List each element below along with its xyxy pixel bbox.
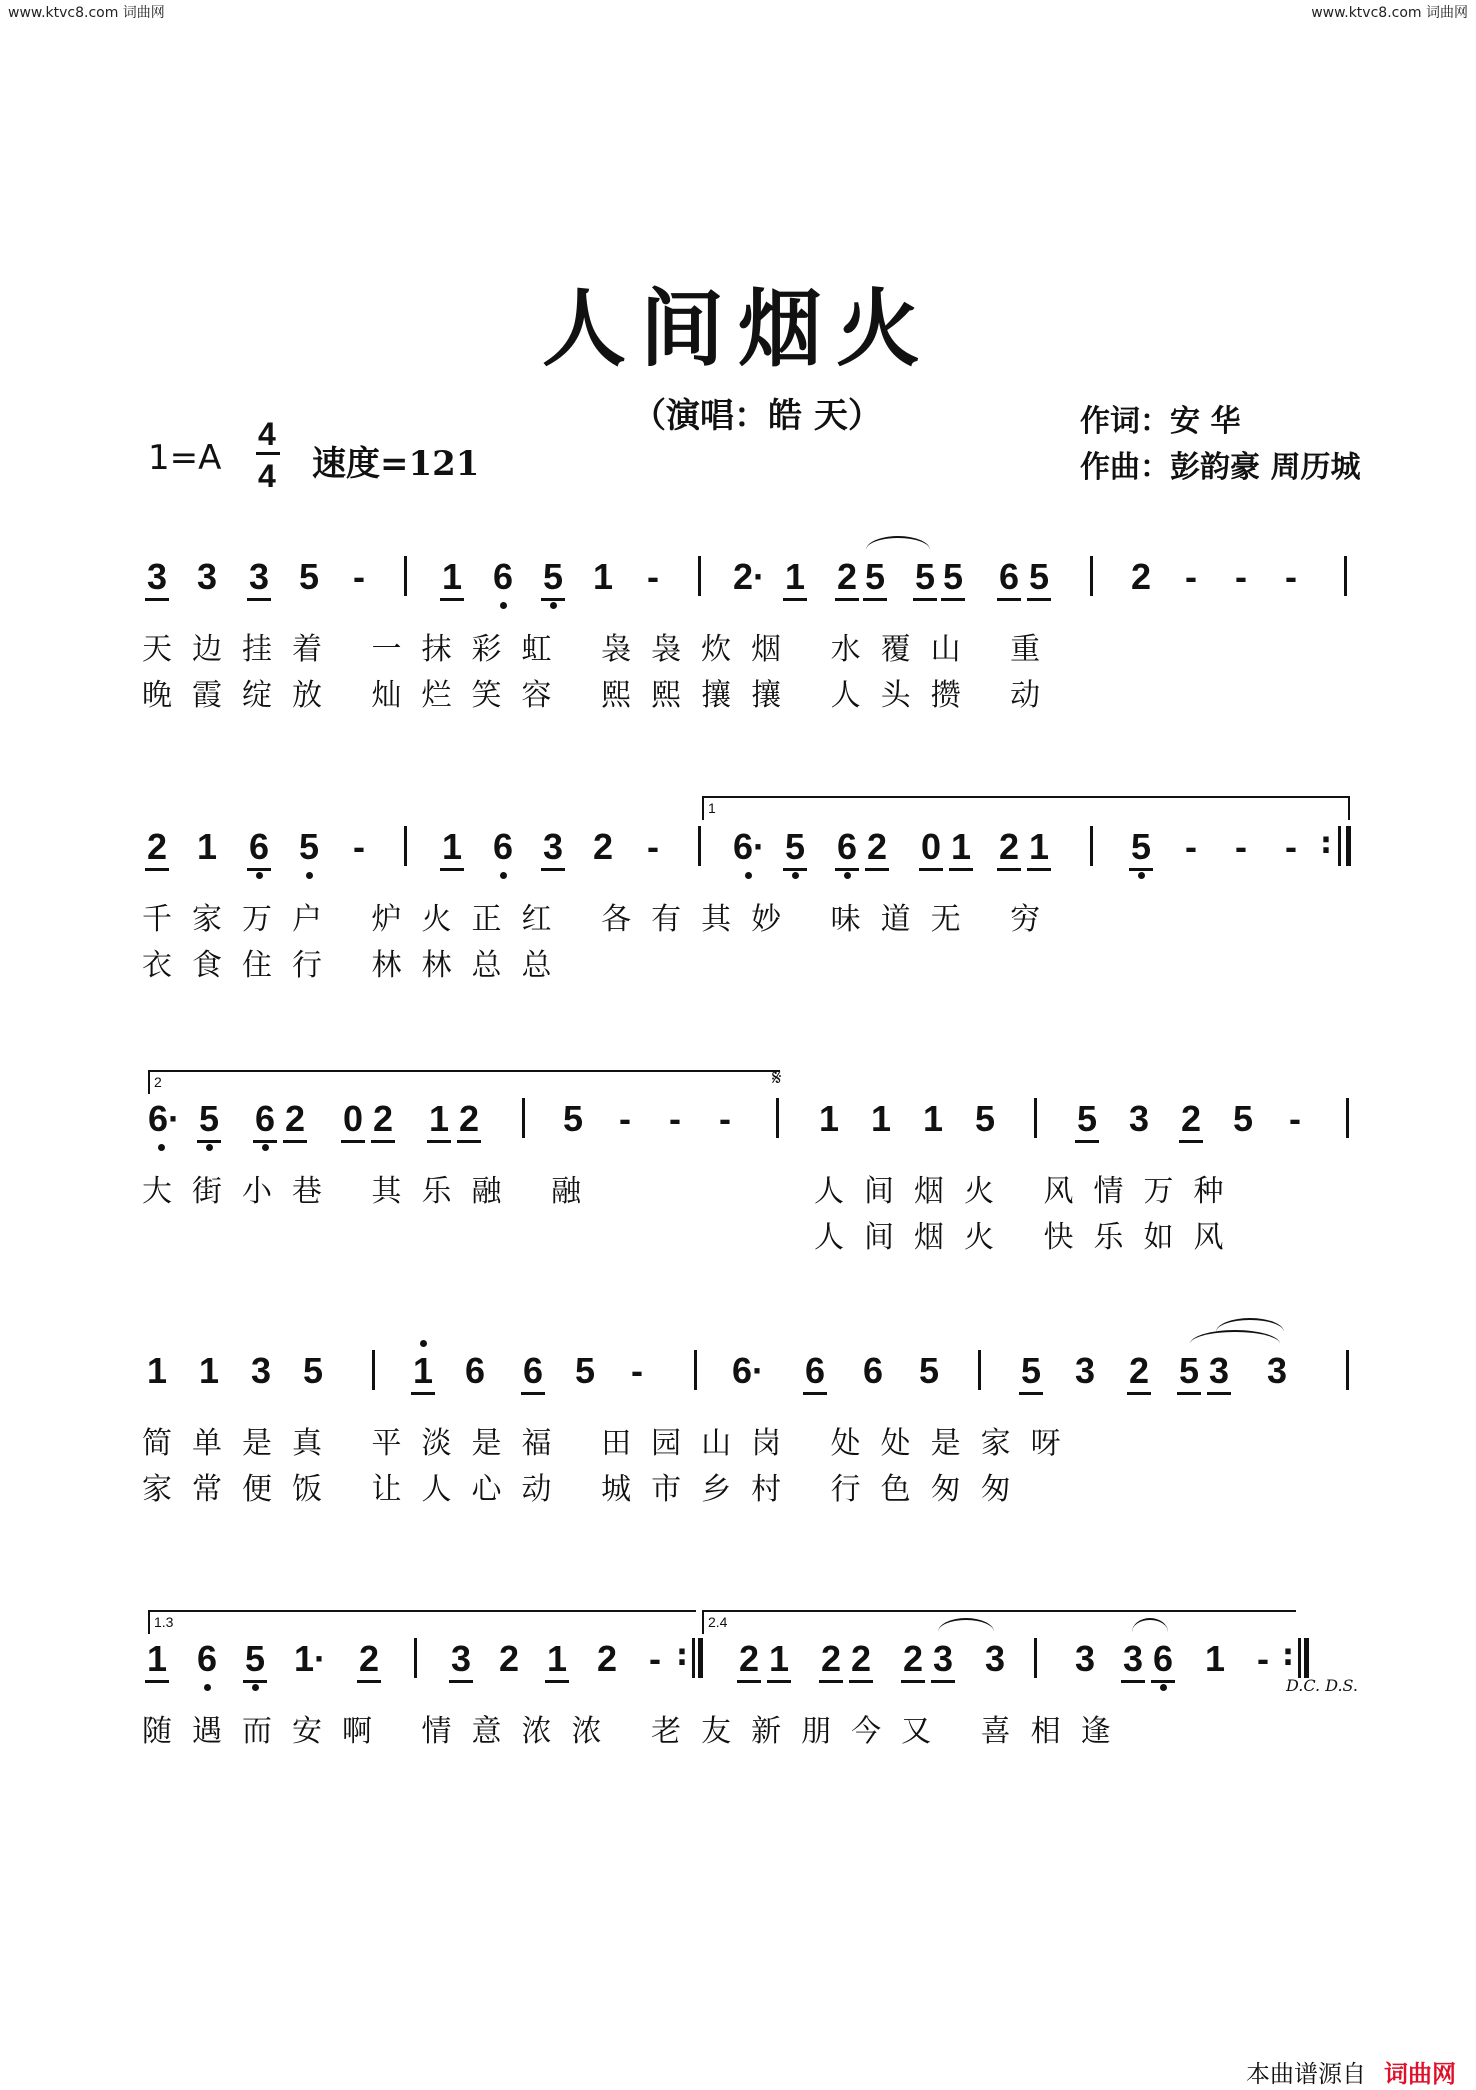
note: 5 [860, 556, 890, 598]
barline [694, 1350, 697, 1390]
note: 5 [298, 556, 320, 597]
note: 5 [910, 556, 940, 598]
barline-thick [698, 1638, 703, 1678]
slur [866, 536, 930, 550]
segno-icon: 𝄋 [772, 1066, 782, 1091]
low-octave-dot [252, 1684, 259, 1691]
time-signature-top: 4 [258, 416, 276, 452]
note: 5 [1126, 826, 1156, 868]
watermark-right: www.ktvc8.com 词曲网 [1311, 5, 1468, 21]
note: 2 [454, 1098, 484, 1140]
composer-credit: 作曲：彭韵豪 周历城 [1080, 450, 1361, 485]
volta-bracket-2-4 [702, 1610, 1296, 1634]
note: 6 [994, 556, 1024, 598]
barline [404, 556, 407, 596]
note: 3 [1074, 1638, 1096, 1679]
note: 1 [542, 1638, 572, 1680]
singer-credit: （演唱：皓 天） [632, 396, 882, 436]
note: 6 [464, 1350, 486, 1391]
dash: - [1185, 826, 1197, 867]
barline [404, 826, 407, 866]
dash: - [647, 826, 659, 867]
low-octave-dot [1138, 872, 1145, 879]
barline [1298, 1638, 1301, 1678]
watermark-left: www.ktvc8.com 词曲网 [8, 5, 165, 21]
barline [1346, 1098, 1349, 1138]
time-signature-line [256, 452, 280, 455]
note: 1 [408, 1350, 438, 1392]
volta-label: 1 [708, 800, 716, 816]
dash: - [353, 556, 365, 597]
note: 1 [922, 1098, 944, 1139]
note: 5 [194, 1098, 224, 1140]
note: 5 [240, 1638, 270, 1680]
dash: - [1257, 1638, 1269, 1679]
note: 1 [1024, 826, 1054, 868]
dash: - [1289, 1098, 1301, 1139]
note: 2 [846, 1638, 876, 1680]
volta-label: 1.3 [154, 1614, 174, 1630]
note: 5 [1072, 1098, 1102, 1140]
note: 1· [294, 1638, 327, 1679]
note: 6 [832, 826, 862, 868]
low-octave-dot [256, 872, 263, 879]
note: 2 [280, 1098, 310, 1140]
barline [1090, 556, 1093, 596]
note: 5 [538, 556, 568, 598]
note: 2 [862, 826, 892, 868]
note: 2 [816, 1638, 846, 1680]
note: 2 [1176, 1098, 1206, 1140]
dash: - [719, 1098, 731, 1139]
time-signature-bottom: 4 [258, 458, 276, 494]
barline [1090, 826, 1093, 866]
note: 2 [832, 556, 862, 598]
note: 6 [196, 1638, 218, 1679]
barline-thick [1346, 826, 1351, 866]
note: 3 [1128, 1098, 1150, 1139]
barline [1034, 1638, 1037, 1678]
note: 0 [916, 826, 946, 868]
dash: - [647, 556, 659, 597]
note: 3 [1118, 1638, 1148, 1680]
note: 1 [424, 1098, 454, 1140]
slur [1216, 1318, 1284, 1332]
note: 3 [984, 1638, 1006, 1679]
repeat-end-sign: : [676, 1638, 688, 1673]
low-octave-dot [206, 1144, 213, 1151]
barline [692, 1638, 695, 1678]
note: 6 [250, 1098, 280, 1140]
note: 6· [732, 1350, 765, 1391]
barline [1034, 1098, 1037, 1138]
high-octave-dot [420, 1340, 427, 1347]
slur [1190, 1330, 1280, 1344]
barline [1344, 556, 1347, 596]
note: 2 [354, 1638, 384, 1680]
dash: - [1185, 556, 1197, 597]
low-octave-dot [844, 872, 851, 879]
dash: - [1235, 556, 1247, 597]
note: 3 [538, 826, 568, 868]
note: 1 [870, 1098, 892, 1139]
note: 0 [338, 1098, 368, 1140]
note: 2 [368, 1098, 398, 1140]
note: 3 [446, 1638, 476, 1680]
lyricist-credit: 作词：安 华 [1080, 404, 1241, 439]
note: 2 [734, 1638, 764, 1680]
low-octave-dot [262, 1144, 269, 1151]
tempo-marking: 速度=121 [312, 444, 480, 484]
barline-thick [1304, 1638, 1309, 1678]
repeat-end-sign: : [1282, 1638, 1294, 1673]
note: 5 [1024, 556, 1054, 598]
note: 1 [198, 1350, 220, 1391]
note: 6 [800, 1350, 830, 1392]
barline [698, 556, 701, 596]
low-octave-dot [745, 872, 752, 879]
note: 5 [938, 556, 968, 598]
note: 6 [1148, 1638, 1178, 1680]
note: 5 [574, 1350, 596, 1391]
footer-brand-link[interactable]: 词曲网 [1384, 2060, 1456, 2088]
low-octave-dot [792, 872, 799, 879]
barline [414, 1638, 417, 1678]
note: 1 [196, 826, 218, 867]
dc-ds-marking: D.C. D.S. [1286, 1676, 1359, 1695]
low-octave-dot [1160, 1684, 1167, 1691]
note: 1 [946, 826, 976, 868]
dash: - [353, 826, 365, 867]
barline [698, 826, 701, 866]
footer-source: 本曲谱源自 [1246, 2060, 1366, 2088]
note: 5 [1232, 1098, 1254, 1139]
note: 5 [1174, 1350, 1204, 1392]
volta-bracket-1 [702, 796, 1350, 820]
note: 5 [302, 1350, 324, 1391]
note: 5 [298, 826, 320, 867]
note: 6 [492, 556, 514, 597]
barline [372, 1350, 375, 1390]
lyric-line: 衣食住行 林林总总 [142, 948, 572, 983]
lyric-line: 人间烟火 快乐如风 [814, 1220, 1244, 1255]
note: 5 [1016, 1350, 1046, 1392]
note: 6 [492, 826, 514, 867]
volta-label: 2.4 [708, 1614, 728, 1630]
note: 5 [562, 1098, 584, 1139]
note: 1 [780, 556, 810, 598]
note: 6 [518, 1350, 548, 1392]
dash: - [649, 1638, 661, 1679]
note: 1 [818, 1098, 840, 1139]
barline [1346, 1350, 1349, 1390]
note: 5 [918, 1350, 940, 1391]
lyric-line: 大街小巷 其乐融 融 [142, 1174, 602, 1209]
barline [776, 1098, 779, 1138]
volta-bracket-2 [148, 1070, 780, 1094]
lyric-line: 随遇而安啊 情意浓浓 老友新朋今又 喜相逢 [142, 1714, 1131, 1749]
note: 2 [898, 1638, 928, 1680]
note: 1 [592, 556, 614, 597]
dash: - [631, 1350, 643, 1391]
dash: - [1285, 826, 1297, 867]
note: 2 [142, 826, 172, 868]
volta-bracket-1-3 [148, 1610, 696, 1634]
note: 3 [1266, 1350, 1288, 1391]
dash: - [619, 1098, 631, 1139]
note: 5 [974, 1098, 996, 1139]
note: 3 [244, 556, 274, 598]
note: 2 [1130, 556, 1152, 597]
note: 1 [437, 826, 467, 868]
low-octave-dot [204, 1684, 211, 1691]
low-octave-dot [500, 602, 507, 609]
repeat-end-sign: : [1320, 826, 1332, 861]
note: 1 [1204, 1638, 1226, 1679]
low-octave-dot [306, 872, 313, 879]
barline [1338, 826, 1341, 866]
note: 6· [733, 826, 766, 867]
note: 3 [1074, 1350, 1096, 1391]
key-signature: 1=A [148, 438, 222, 478]
note: 6 [862, 1350, 884, 1391]
volta-label: 2 [154, 1074, 162, 1090]
barline [522, 1098, 525, 1138]
note: 3 [928, 1638, 958, 1680]
lyric-line: 千家万户 炉火正红 各有其妙 味道无 穷 [142, 902, 1061, 937]
note: 2 [592, 826, 614, 867]
song-title: 人间烟火 [541, 279, 934, 378]
low-octave-dot [500, 872, 507, 879]
lyric-line: 天边挂着 一抹彩虹 袅袅炊烟 水覆山 重 [142, 632, 1061, 667]
lyric-line: 晚霞绽放 灿烂笑容 熙熙攘攘 人头攒 动 [142, 678, 1061, 713]
note: 1 [142, 1638, 172, 1680]
note: 1 [764, 1638, 794, 1680]
low-octave-dot [550, 602, 557, 609]
lyric-line: 人间烟火 风情万种 [814, 1174, 1244, 1209]
note: 5 [780, 826, 810, 868]
note: 3 [1204, 1350, 1234, 1392]
note: 1 [146, 1350, 168, 1391]
note: 1 [437, 556, 467, 598]
note: 3 [196, 556, 218, 597]
note: 2 [498, 1638, 520, 1679]
note: 2 [1124, 1350, 1154, 1392]
dash: - [1285, 556, 1297, 597]
note: 3 [142, 556, 172, 598]
low-octave-dot [158, 1144, 165, 1151]
note: 2· [733, 556, 766, 597]
note: 2 [596, 1638, 618, 1679]
barline [978, 1350, 981, 1390]
dash: - [669, 1098, 681, 1139]
dash: - [1235, 826, 1247, 867]
note: 2 [994, 826, 1024, 868]
note: 3 [250, 1350, 272, 1391]
lyric-line: 家常便饭 让人心动 城市乡村 行色匆匆 [142, 1472, 1031, 1507]
note: 6 [244, 826, 274, 868]
note: 6· [148, 1098, 181, 1139]
lyric-line: 简单是真 平淡是福 田园山岗 处处是家呀 [142, 1426, 1081, 1461]
